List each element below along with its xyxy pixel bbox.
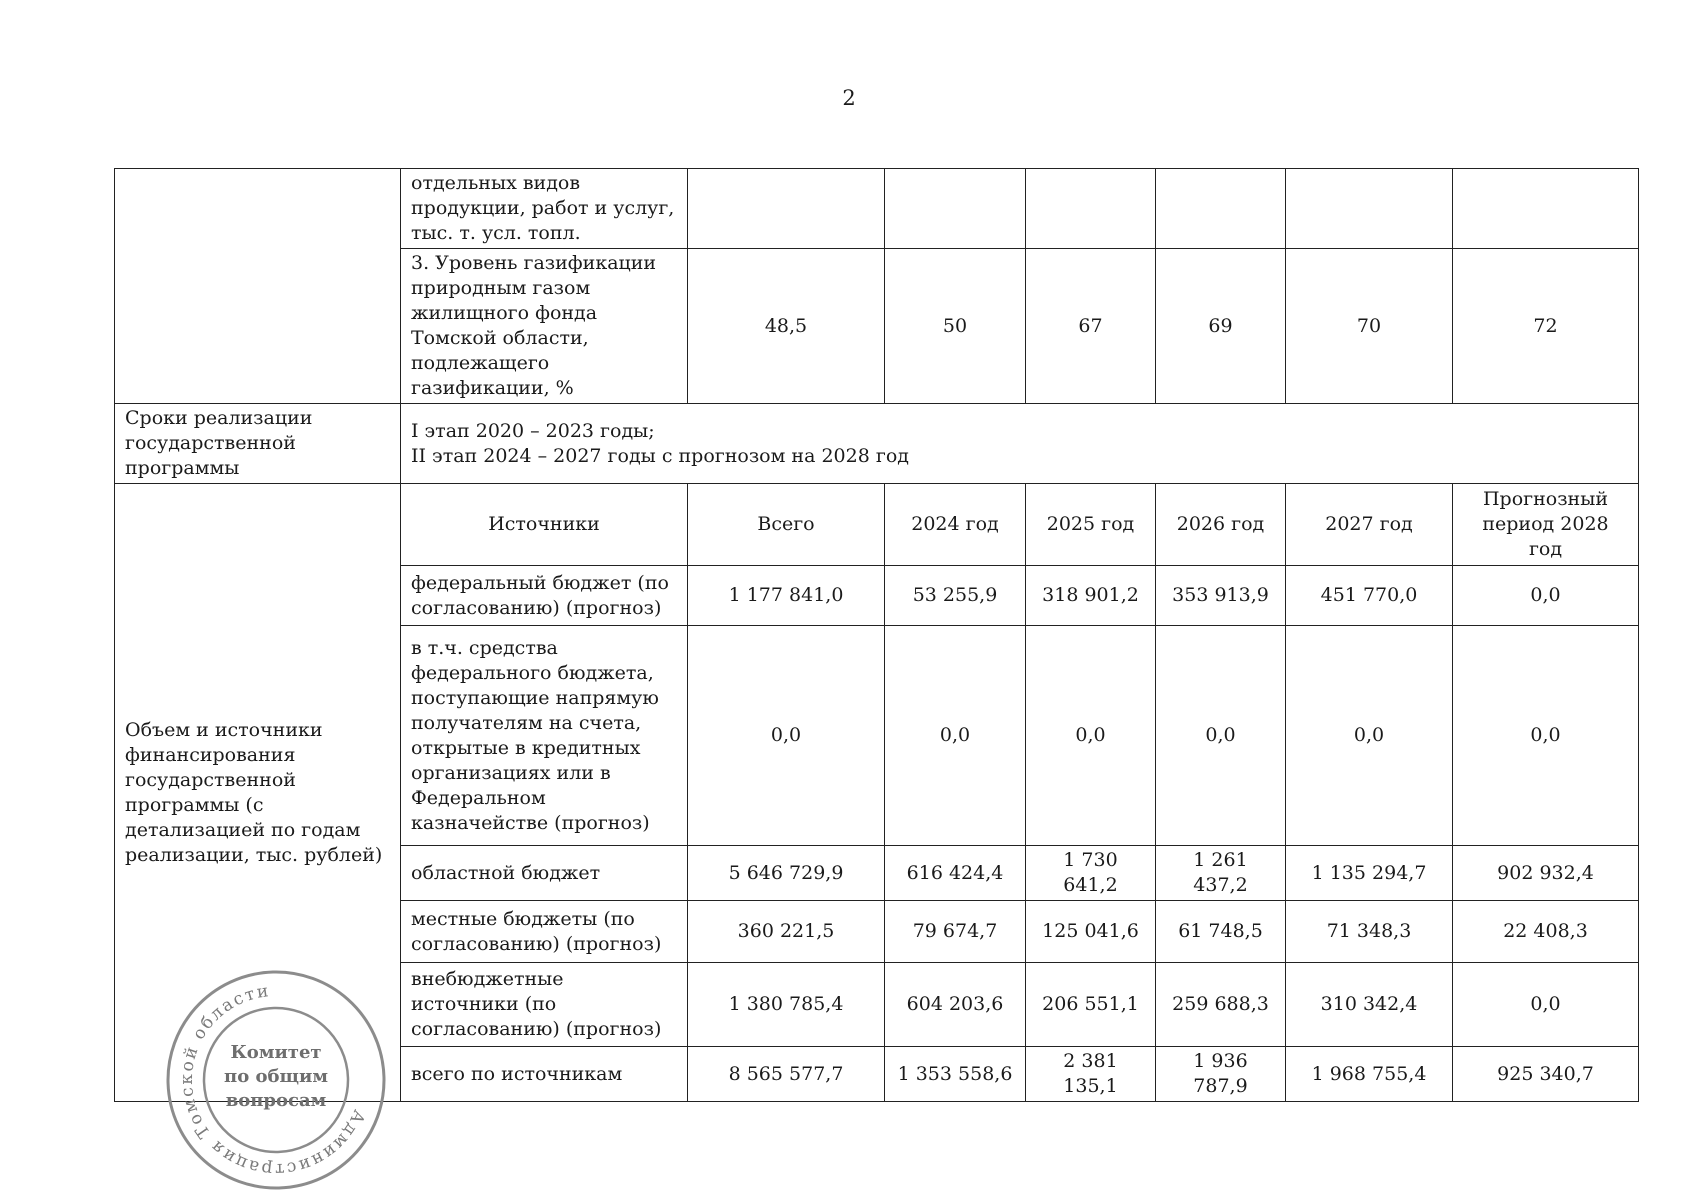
indicator-value: 70 — [1286, 249, 1453, 404]
funding-label: Объем и источники финансирования государственной программы (с детализацией по годам реализации, тыс. рублей) — [115, 484, 401, 1102]
funding-value: 0,0 — [1453, 626, 1639, 846]
terms-value — [401, 404, 1639, 484]
indicator-value: 67 — [1026, 249, 1156, 404]
program-passport-table — [114, 168, 1639, 1102]
funding-value: 206 551,1 — [1026, 963, 1156, 1047]
indicator-value: 50 — [885, 249, 1026, 404]
terms-row — [115, 404, 1639, 484]
terms-line: I этап 2020 – 2023 годы; — [411, 419, 655, 442]
funding-value: 0,0 — [688, 626, 885, 846]
column-header: Источники — [401, 484, 688, 566]
funding-value: 5 646 729,9 — [688, 846, 885, 901]
funding-value: 925 340,7 — [1453, 1047, 1639, 1102]
funding-value: 360 221,5 — [688, 901, 885, 963]
funding-value: 0,0 — [1156, 626, 1286, 846]
empty-label-cell — [115, 169, 401, 404]
funding-value: 451 770,0 — [1286, 566, 1453, 626]
funding-value: 125 041,6 — [1026, 901, 1156, 963]
funding-header-row — [115, 484, 1639, 566]
funding-source: федеральный бюджет (по согласованию) (прогноз) — [401, 566, 688, 626]
column-header: Всего — [688, 484, 885, 566]
column-header: 2024 год — [885, 484, 1026, 566]
column-header: Прогнозный период 2028 год — [1453, 484, 1639, 566]
funding-value: 604 203,6 — [885, 963, 1026, 1047]
terms-label: Сроки реализации государственной программы — [115, 404, 401, 484]
funding-value: 353 913,9 — [1156, 566, 1286, 626]
page-number: 2 — [842, 86, 856, 110]
funding-value: 318 901,2 — [1026, 566, 1156, 626]
funding-value: 0,0 — [1026, 626, 1156, 846]
stamp-center-line: Комитет — [230, 1042, 322, 1063]
funding-value: 0,0 — [1286, 626, 1453, 846]
column-header: 2027 год — [1286, 484, 1453, 566]
funding-value: 616 424,4 — [885, 846, 1026, 901]
funding-value: 310 342,4 — [1286, 963, 1453, 1047]
indicator-text: отдельных видов продукции, работ и услуг, тыс. т. усл. топл. — [401, 169, 688, 249]
indicator-value: 69 — [1156, 249, 1286, 404]
funding-value: 1 135 294,7 — [1286, 846, 1453, 901]
stamp-center-line: вопросам — [225, 1090, 327, 1111]
column-header: 2026 год — [1156, 484, 1286, 566]
funding-value: 1 968 755,4 — [1286, 1047, 1453, 1102]
funding-value: 2 381 135,1 — [1026, 1047, 1156, 1102]
funding-value: 1 353 558,6 — [885, 1047, 1026, 1102]
funding-value: 1 936 787,9 — [1156, 1047, 1286, 1102]
funding-source: внебюджетные источники (по согласованию) (прогноз) — [401, 963, 688, 1047]
indicator-text: 3. Уровень газификации природным газом жилищного фонда Томской области, подлежащего газификации, % — [401, 249, 688, 404]
funding-value: 61 748,5 — [1156, 901, 1286, 963]
funding-value: 8 565 577,7 — [688, 1047, 885, 1102]
funding-value: 0,0 — [1453, 566, 1639, 626]
funding-value: 1 380 785,4 — [688, 963, 885, 1047]
official-stamp — [164, 968, 388, 1192]
funding-value: 0,0 — [1453, 963, 1639, 1047]
indicator-row-continued — [115, 169, 1639, 249]
funding-source: в т.ч. средства федерального бюджета, поступающие напрямую получателям на счета, открытые в кредитных организациях или в Федеральном казначействе (прогноз) — [401, 626, 688, 846]
funding-value: 71 348,3 — [1286, 901, 1453, 963]
indicator-value: 72 — [1453, 249, 1639, 404]
funding-value: 1 261 437,2 — [1156, 846, 1286, 901]
funding-value: 79 674,7 — [885, 901, 1026, 963]
funding-value: 902 932,4 — [1453, 846, 1639, 901]
funding-value: 1 730 641,2 — [1026, 846, 1156, 901]
column-header: 2025 год — [1026, 484, 1156, 566]
funding-value: 53 255,9 — [885, 566, 1026, 626]
funding-value: 1 177 841,0 — [688, 566, 885, 626]
stamp-center-line: по общим — [224, 1066, 328, 1087]
terms-line: II этап 2024 – 2027 годы с прогнозом на 2028 год — [411, 444, 909, 467]
stamp-ring-text: Администрация Томской области — [176, 981, 369, 1180]
funding-source: местные бюджеты (по согласованию) (прогноз) — [401, 901, 688, 963]
funding-value: 0,0 — [885, 626, 1026, 846]
funding-source: областной бюджет — [401, 846, 688, 901]
funding-value: 22 408,3 — [1453, 901, 1639, 963]
funding-source: всего по источникам — [401, 1047, 688, 1102]
indicator-value: 48,5 — [688, 249, 885, 404]
funding-value: 259 688,3 — [1156, 963, 1286, 1047]
